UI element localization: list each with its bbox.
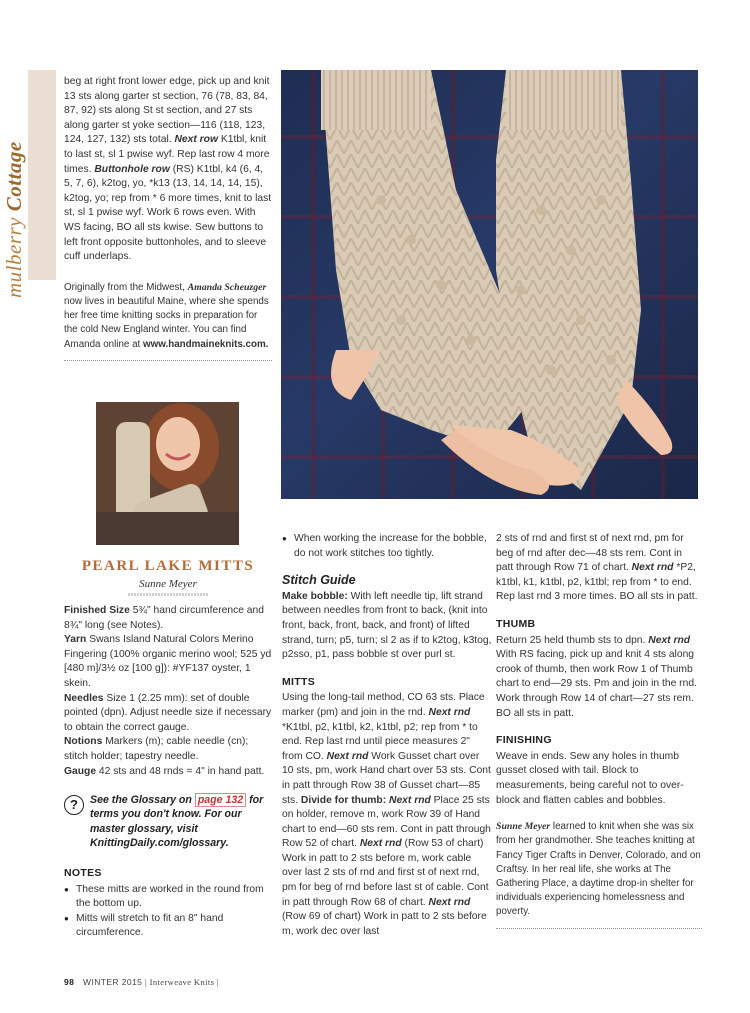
- mitts-continued: [496, 532, 702, 605]
- text: beg at right front lower edge, pick up and knit 13 sts along garter st section, 76 (78, 83, 84, 87, 92) sts along St st section, and 27 sts along garter st yoke section—116 (118, 123, 124, 127, 132) sts total.: [64, 76, 270, 146]
- divide-for-thumb-label: Divide for thumb:: [300, 794, 387, 806]
- glossary-callout: [64, 793, 272, 850]
- next-rnd-label: Next rnd: [389, 794, 431, 806]
- tab-word-mulberry: mulberry: [2, 217, 26, 298]
- text: Place 25 sts on holder, remove m, work Row 39 of Hand chart to end—60 sts rem. Cont in patt through Row 52 of chart.: [282, 794, 491, 850]
- column-specs: [64, 604, 272, 941]
- spec-text: Size 1 (2.25 mm): set of double pointed (dpn). Adjust needle size if necessary to obtain the correct gauge.: [64, 692, 272, 733]
- mitts-heading: MITTS: [282, 675, 315, 688]
- note-item: ● These mitts are worked in the round from the bottom up.: [64, 883, 272, 912]
- text: *K1tbl, p2, k1tbl, k2, k1tbl, p2; rep from * to end. Rep last rnd until piece measures 2" from CO.: [282, 721, 478, 762]
- pattern-designer: Sunne Meyer: [139, 578, 197, 590]
- text: With RS facing, pick up and knit 4 sts along crook of thumb, then work Row 1 of Thumb chart to end—29 sts. Pm and join in the rnd. Work through Row 14 of chart—27 sts rem. BO all sts in patt.: [496, 649, 697, 719]
- note-item: ● Mitts will stretch to fit an 8" hand circumference.: [64, 912, 272, 941]
- next-rnd-label: Next rnd: [428, 896, 471, 908]
- text: Using the long-tail method, CO 63 sts. Place marker (pm) and join in the rnd.: [282, 692, 485, 718]
- main-photo-mitts: [281, 70, 698, 499]
- spec-label: Gauge: [64, 765, 97, 777]
- make-bobble-label: Make bobble:: [282, 590, 348, 602]
- spec-yarn: [64, 633, 272, 691]
- finishing-instructions: Weave in ends. Sew any holes in thumb gusset closed with tail. Block to measurements, being careful not to over-block and flatten cables and bobbles.: [496, 750, 684, 806]
- bobble-tip-list: [282, 532, 492, 561]
- designer-name: Sunne Meyer: [496, 821, 551, 833]
- column-top-left: [64, 75, 272, 361]
- text: *P2, k1tbl, k1, k1tbl, p2, k1tbl; rep from * to end. Rep last rnd 3 more times. BO all sts in patt.: [496, 562, 698, 603]
- spec-label: Notions: [64, 736, 103, 748]
- text: Originally from the Midwest,: [64, 281, 185, 293]
- thumb-heading: THUMB: [496, 617, 536, 630]
- next-rnd-label: Next rnd: [648, 634, 691, 646]
- magazine-name: | Interweave Knits |: [145, 977, 219, 987]
- text: for terms you don't know. For our master glossary, visit KnittingDaily.com/glossary.: [90, 794, 264, 849]
- column-right: [496, 532, 702, 929]
- spec-text: 42 sts and 48 rnds = 4" in hand patt.: [98, 765, 265, 777]
- spec-label: Finished Size: [64, 605, 130, 616]
- spec-text: 5¾" hand circumference and 8¾" long (see Notes).: [64, 605, 264, 631]
- text: learned to knit when she was six from her grandmother. She teaches knitting at Fancy Tiger Crafts in Denver, Colorado, and on Craftsy. In her real life, she works at The Gathering Place, a daytime drop-in shelter for individuals experiencing homelessness and poverty.: [496, 821, 701, 918]
- notes-heading: NOTES: [64, 866, 102, 879]
- text: See the Glossary on: [90, 794, 192, 807]
- spec-label: Yarn: [64, 634, 87, 646]
- page-footer: [64, 977, 219, 987]
- make-bobble-instructions: [282, 590, 492, 663]
- text: 2 sts of rnd and first st of next rnd, pm for beg of rnd after dec—48 sts rem. Cont in patt through Row 71 of chart.: [496, 533, 684, 574]
- text: K1tbl, knit to last st, sl 1 pwise wyf. Rep last row 4 more times.: [64, 134, 270, 175]
- glossary-page-link[interactable]: page 132: [195, 793, 246, 807]
- byline-rule: [128, 593, 208, 596]
- designer-name: Amanda Scheuzger: [187, 281, 267, 293]
- text: Work Gusset chart over 10 sts, pm, work Hand chart over 53 sts. Cont in patt through Row 38 of Gusset chart—85 sts.: [282, 750, 491, 806]
- buttonhole-row-label: Buttonhole row: [94, 163, 170, 175]
- portrait-illustration: [96, 402, 239, 545]
- bobble-tip: ● When working the increase for the bobble, do not work stitches too tightly.: [282, 532, 492, 561]
- text: now lives in beautiful Maine, where she spends her free time knitting socks in preparation for the cold New England winter. You can find Amanda online at: [64, 295, 269, 350]
- issue-label: WINTER 2015: [83, 977, 143, 987]
- page-number: 98: [64, 977, 75, 987]
- section-tab-label: [2, 88, 26, 298]
- section-tab: [28, 70, 56, 280]
- designer-bio-amanda: [64, 281, 272, 352]
- column-middle: [282, 532, 492, 939]
- designer-website-link[interactable]: www.handmaineknits.com.: [143, 338, 269, 350]
- stitch-guide-heading: Stitch Guide: [282, 573, 356, 588]
- thumb-instructions: [496, 634, 702, 722]
- text: (Row 53 of chart) Work in patt to 2 sts before m, work cable over last 2 sts of rnd and first st of next rnd, pm for beg of rnd before last st of cable. Cont in patt through Row 68 of chart.: [282, 838, 489, 908]
- text: (Row 69 of chart) Work in patt to 2 sts before m, work dec over last: [282, 911, 487, 937]
- spec-text: Markers (m); cable needle (cn); stitch holder; tapestry needle.: [64, 736, 249, 762]
- designer-portrait-photo: [96, 402, 239, 545]
- notes-list: [64, 883, 272, 941]
- divider: [64, 360, 272, 361]
- text: With left needle tip, lift strand between needles from front to back, (knit into front, back, front, back, and front) of lifted strand, turn; p5, turn; sl 2 as if to k2tog, k3tog, p2sso, p1, pass bobble st over purl st.: [282, 590, 492, 661]
- next-rnd-label: Next rnd: [359, 838, 402, 850]
- pattern-title: PEARL LAKE MITTS: [81, 558, 255, 574]
- finishing-heading: FINISHING: [496, 734, 552, 747]
- next-rnd-label: Next rnd: [428, 706, 471, 718]
- finishing-paragraph: [64, 75, 272, 265]
- divider: [496, 928, 702, 929]
- spec-needles: [64, 692, 272, 736]
- next-row-label: Next row: [174, 134, 218, 146]
- next-rnd-label: Next rnd: [631, 562, 674, 574]
- spec-gauge: [64, 765, 272, 780]
- spec-text: Swans Island Natural Colors Merino Fingering (100% organic merino wool; 525 yd [480 m]/3½ oz [100 g]): #YF137 oyster, 1 skein.: [64, 634, 272, 689]
- text: Return 25 held thumb sts to dpn.: [496, 634, 646, 646]
- spec-label: Needles: [64, 692, 104, 704]
- glossary-text: [90, 793, 272, 850]
- spec-notions: [64, 735, 272, 764]
- text: (RS) K1tbl, k4 (6, 4, 5, 7, 6), k2tog, yo, *k13 (13, 14, 14, 14, 15), k2tog, yo; rep from * 6 more times, knit to last st, sl 1 pwise wyf. Work 6 rows even. With WS facing, BO all sts kwise. Sew buttons to left front opposite buttonholes, and to sleeve cuff underlaps.: [64, 163, 272, 263]
- question-icon: ?: [64, 795, 84, 815]
- next-rnd-label: Next rnd: [326, 750, 369, 762]
- mitts-instructions: [282, 691, 492, 939]
- designer-bio-sunne: [496, 820, 702, 919]
- mitts-photo-illustration: [281, 70, 698, 499]
- tab-word-cottage: Cottage: [2, 141, 26, 212]
- spec-finished-size: [64, 604, 272, 633]
